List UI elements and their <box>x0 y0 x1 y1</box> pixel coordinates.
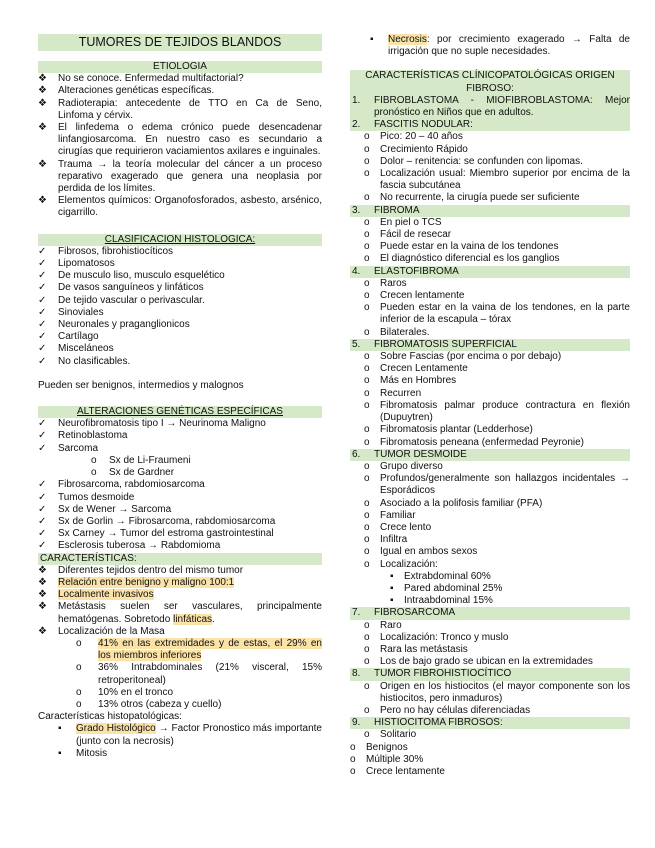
list-subitem: o Sx de Li-Fraumeni <box>91 454 191 466</box>
caracteristicas-list <box>38 565 322 711</box>
list-item: ❖ El linfedema o edema crónico puede desencadenar linfangiosarcoma. En nuestro caso es secundario a cirugías que requirieron vaciamientos axilares e inguinales. <box>38 122 322 158</box>
list-item: o Localización: Tronco y muslo <box>364 631 509 643</box>
section-8 <box>350 668 630 717</box>
list-item: ✓ De vasos sanguíneos y linfáticos <box>38 282 204 294</box>
list-item: ❖ Localmente invasivos <box>38 589 154 601</box>
list-item: ✓ De musculo liso, musculo esquelético <box>38 270 225 282</box>
list-item: ❖ Diferentes tejidos dentro del mismo tumor <box>38 564 244 576</box>
list-item: ❖ No se conoce. Enfermedad multifactorial? <box>38 73 244 85</box>
list-item: o Raro <box>364 619 402 631</box>
list-item: o Múltiple 30% <box>350 753 424 765</box>
clasificacion-note: Pueden ser benignos, intermedios y malognos <box>38 379 244 391</box>
list-item: o Dolor – renitencia: se confunden con lipomas. <box>364 155 583 167</box>
list-item: o Familiar <box>364 509 416 521</box>
list-item: o Solitario <box>364 729 417 741</box>
list-item: o Localización: <box>364 558 438 570</box>
list-item: o Grupo diverso <box>364 460 443 472</box>
list-item: ✓ Neurofibromatosis tipo I → Neurinoma Maligno <box>38 418 266 430</box>
list-item: o Pueden estar en la vaina de los tendones, en la parte inferior de la escapula – tórax <box>364 302 630 326</box>
section-heading: 1. FIBROBLASTOMA - MIOFIBROBLASTOMA: Mejor pronóstico en Niños que en adultos. <box>352 94 630 119</box>
section-heading: 6. TUMOR DESMOIDE <box>350 449 630 461</box>
list-item: ❖ Relación entre benigno y maligno 100:1 <box>38 576 235 588</box>
list-item: ❖ Trauma → la teoría molecular del cáncer a un proceso reparativo exagerado que genera una neoplasia por perdida de los límites. <box>38 158 322 195</box>
list-item: o Recurren <box>364 387 422 399</box>
list-item: ❖ Radioterapia: antecedente de TTO en Ca de Seno, Linfoma y cérvix. <box>38 97 322 121</box>
list-item: ▪ Necrosis: por crecimiento exagerado → Falta de irrigación que no suple necesidades. <box>370 34 630 58</box>
right-column <box>350 34 630 778</box>
list-item: o Pero no hay células diferenciadas <box>364 704 531 716</box>
list-subitem: ▪ Extrabdominal 60% <box>390 570 491 582</box>
document-title: TUMORES DE TEJIDOS BLANDOS <box>38 34 322 51</box>
list-item: ❖ Elementos químicos: Organofosforados, asbesto, arsénico, cigarrillo. <box>38 195 322 219</box>
caracteristicas-heading: CARACTERÍSTICAS: <box>38 553 322 565</box>
list-item: ▪ Grado Histológico → Factor Pronostico más importante (junto con la necrosis) <box>58 723 322 747</box>
list-item: ✓ Fibrosarcoma, rabdomiosarcoma <box>38 479 205 491</box>
section-heading: 5. FIBROMATOSIS SUPERFICIAL <box>350 339 630 351</box>
list-item: ❖ Alteraciones genéticas específicas. <box>38 85 215 97</box>
section-1 <box>350 95 630 119</box>
list-item: ✓ Sx de Gorlin → Fibrosarcoma, rabdomiosarcoma <box>38 515 276 527</box>
section-heading: 2. FASCITIS NODULAR: <box>350 119 630 131</box>
list-item: ✓ Misceláneos <box>38 343 114 355</box>
alteraciones-list <box>38 418 322 552</box>
section-heading: 8. TUMOR FIBROHISTIOCÍTICO <box>350 668 630 680</box>
list-item: ✓ Esclerosis tuberosa → Rabdomioma <box>38 540 221 552</box>
list-item: o Raros <box>364 277 407 289</box>
list-item: ✓ Sx de Wener → Sarcoma <box>38 503 172 515</box>
section-heading: 3. FIBROMA <box>350 205 630 217</box>
list-item: o Localización usual: Miembro superior por encima de la fascia subcutánea <box>364 168 630 192</box>
section-3 <box>350 205 630 266</box>
list-item: o Infiltra <box>364 534 408 546</box>
section-2 <box>350 119 630 204</box>
etiologia-list <box>38 73 322 219</box>
section-heading: 4. ELASTOFIBROMA <box>350 266 630 278</box>
list-item: ✓ Sx Carney → Tumor del estroma gastrointestinal <box>38 528 274 540</box>
section-6 <box>350 449 630 608</box>
clasificacion-list <box>38 246 322 368</box>
section-heading: 9. HISTIOCITOMA FIBROSOS: <box>350 717 630 729</box>
section-heading: 7. FIBROSARCOMA <box>350 607 630 619</box>
list-item: o Igual en ambos sexos <box>364 546 478 558</box>
list-item: o Sobre Fascias (por encima o por debajo) <box>364 351 562 363</box>
list-item: o Crecen Lentamente <box>364 363 468 375</box>
clasificacion-heading: CLASIFICACION HISTOLOGICA: <box>38 234 322 246</box>
list-subitem: ▪ Intraabdominal 15% <box>390 595 493 607</box>
list-item: o El diagnóstico diferencial es los ganglios <box>364 253 560 265</box>
list-item: ✓ De tejido vascular o perivascular. <box>38 294 205 306</box>
list-item: o Asociado a la polifosis familiar (PFA) <box>364 497 543 509</box>
list-item: ✓ No clasificables. <box>38 355 131 367</box>
list-subitem: o 13% otros (cabeza y cuello) <box>76 698 222 710</box>
list-item: ✓ Lipomatosos <box>38 258 115 270</box>
section-5 <box>350 339 630 449</box>
etiologia-heading: ETIOLOGIA <box>38 61 322 73</box>
list-item: ✓ Tumos desmoide <box>38 491 135 503</box>
list-item: ✓ Retinoblastoma <box>38 430 128 442</box>
list-item: o Crece lentamente <box>350 765 445 777</box>
list-item: o Profundos/generalmente son hallazgos incidentales → Esporádicos <box>364 473 630 497</box>
list-item: o Los de bajo grado se ubican en la extremidades <box>364 656 593 668</box>
list-item: o En piel o TCS <box>364 216 442 228</box>
list-item: o Más en Hombres <box>364 375 457 387</box>
list-item: o Fibromatosis peneana (enfermedad Peyronie) <box>364 436 584 448</box>
alteraciones-heading: ALTERACIONES GENÉTICAS ESPECÍFICAS <box>38 406 322 418</box>
list-item: o Fibromatosis palmar produce contractura en flexión (Dupuytren) <box>364 399 630 424</box>
list-item: o Bilaterales. <box>364 326 430 338</box>
section-7 <box>350 607 630 668</box>
list-item: o No recurrente, la cirugía puede ser suficiente <box>364 192 580 204</box>
list-item: o Crece lento <box>364 521 432 533</box>
histopatologicas-title: Características histopatológicas: <box>38 711 182 723</box>
list-item: o Benignos <box>350 741 408 753</box>
list-subitem: ▪ Pared abdominal 25% <box>390 582 503 594</box>
list-item: o Fácil de resecar <box>364 229 452 241</box>
list-item: ▪ Mitosis <box>58 747 108 759</box>
section-9 <box>350 717 630 778</box>
list-subitem: o 10% en el tronco <box>76 686 174 698</box>
list-item: o Puede estar en la vaina de los tendones <box>364 241 559 253</box>
list-item: ✓ Sarcoma <box>38 442 99 454</box>
section-4 <box>350 266 630 339</box>
list-item: ✓ Fibrosos, fibrohistiocíticos <box>38 245 174 257</box>
list-item: ✓ Cartílago <box>38 331 99 343</box>
clinicopatologicas-heading: CARACTERÍSTICAS CLÍNICOPATOLÓGICAS ORIGEN FIBROSO: <box>350 70 630 94</box>
list-item: ✓ Sinoviales <box>38 306 104 318</box>
list-subitem: o 41% en las extremidades y de estas, el 29% en los miembros inferiores <box>76 637 322 662</box>
list-item: o Crecimiento Rápido <box>364 143 468 155</box>
list-item: o Rara las metástasis <box>364 643 468 655</box>
left-column <box>38 34 322 760</box>
list-item: o Pico: 20 – 40 años <box>364 131 463 143</box>
list-subitem: o Sx de Gardner <box>91 467 175 479</box>
list-item: ❖ Metástasis suelen ser vasculares, principalmente hematógenas. Sobretodo linfáticas. <box>38 601 322 625</box>
list-item: o Crecen lentamente <box>364 290 465 302</box>
list-item: ❖ Localización de la Masa <box>38 625 165 637</box>
list-item: ✓ Neuronales y praganglionicos <box>38 319 190 331</box>
list-subitem: o 36% Intrabdominales (21% visceral, 15% retroperitoneal) <box>76 662 322 686</box>
list-item: o Fibromatosis plantar (Ledderhose) <box>364 424 533 436</box>
list-item: o Origen en los histiocitos (el mayor componente son los histiocitos, pero inmaduros) <box>364 680 630 704</box>
